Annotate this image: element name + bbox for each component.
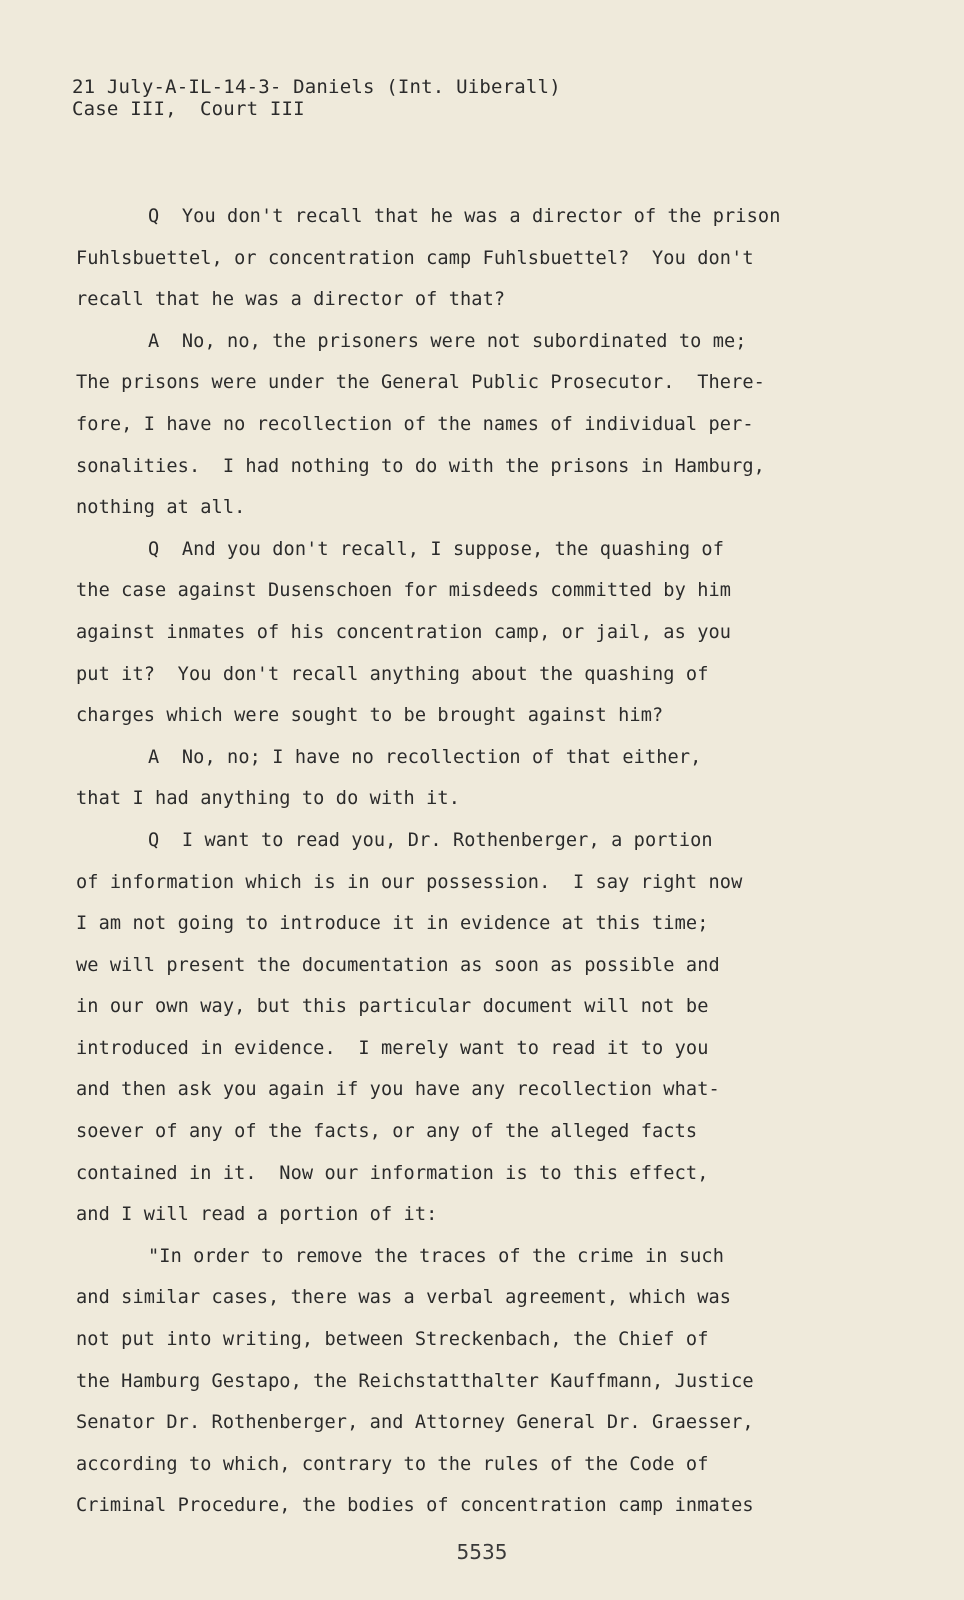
transcript-line: sonalities. I had nothing to do with the prisons in Hamburg, [76,455,765,477]
transcript-line: Fuhlsbuettel, or concentration camp Fuhlsbuettel? You don't [76,247,754,269]
transcript-line: I am not going to introduce it in evidence at this time; [76,913,709,935]
transcript-line: contained in it. Now our information is to this effect, [76,1162,709,1184]
transcript-line: the case against Dusenschoen for misdeeds committed by him [76,580,732,602]
transcript-line: and similar cases, there was a verbal agreement, which was [76,1287,732,1309]
transcript-line: Q I want to read you, Dr. Rothenberger, a portion [148,829,713,851]
transcript-line: of information which is in our possession. I say right now [76,871,743,893]
transcript-line: we will present the documentation as soon as possible and [76,954,720,976]
transcript-line: introduced in evidence. I merely want to read it to you [76,1037,709,1059]
transcript-line: the Hamburg Gestapo, the Reichstatthalter Kauffmann, Justice [76,1370,754,1392]
transcript-line: soever of any of the facts, or any of the alleged facts [76,1121,698,1143]
transcript-line: and then ask you again if you have any recollection what- [76,1079,720,1101]
transcript-body [76,196,856,1527]
transcript-line: The prisons were under the General Public Prosecutor. There- [76,372,765,394]
page-number: 5535 [456,1540,508,1564]
transcript-line: charges which were sought to be brought against him? [76,705,664,727]
transcript-line: against inmates of his concentration camp, or jail, as you [76,621,732,643]
transcript-line: Criminal Procedure, the bodies of concentration camp inmates [76,1495,754,1517]
transcript-line: nothing at all. [76,497,246,519]
transcript-line: recall that he was a director of that? [76,289,506,311]
transcript-line: in our own way, but this particular document will not be [76,996,709,1018]
document-header [72,76,561,120]
transcript-line: that I had anything to do with it. [76,788,461,810]
transcript-line: A No, no; I have no recollection of that either, [148,746,702,768]
transcript-line: Q And you don't recall, I suppose, the quashing of [148,538,725,560]
transcript-line: fore, I have no recollection of the names of individual per- [76,413,754,435]
transcript-line: according to which, contrary to the rules of the Code of [76,1453,709,1475]
transcript-line: put it? You don't recall anything about the quashing of [76,663,709,685]
transcript-line: A No, no, the prisoners were not subordinated to me; [148,330,747,352]
header-line-session: 21 July-A-IL-14-3- Daniels (Int. Uiberall) [72,76,561,98]
transcript-line: "In order to remove the traces of the crime in such [148,1245,725,1267]
transcript-line: Senator Dr. Rothenberger, and Attorney General Dr. Graesser, [76,1412,754,1434]
transcript-line: not put into writing, between Streckenbach, the Chief of [76,1329,709,1351]
transcript-line: and I will read a portion of it: [76,1204,438,1226]
header-line-case: Case III, Court III [72,98,305,120]
transcript-line: Q You don't recall that he was a director of the prison [148,206,781,227]
